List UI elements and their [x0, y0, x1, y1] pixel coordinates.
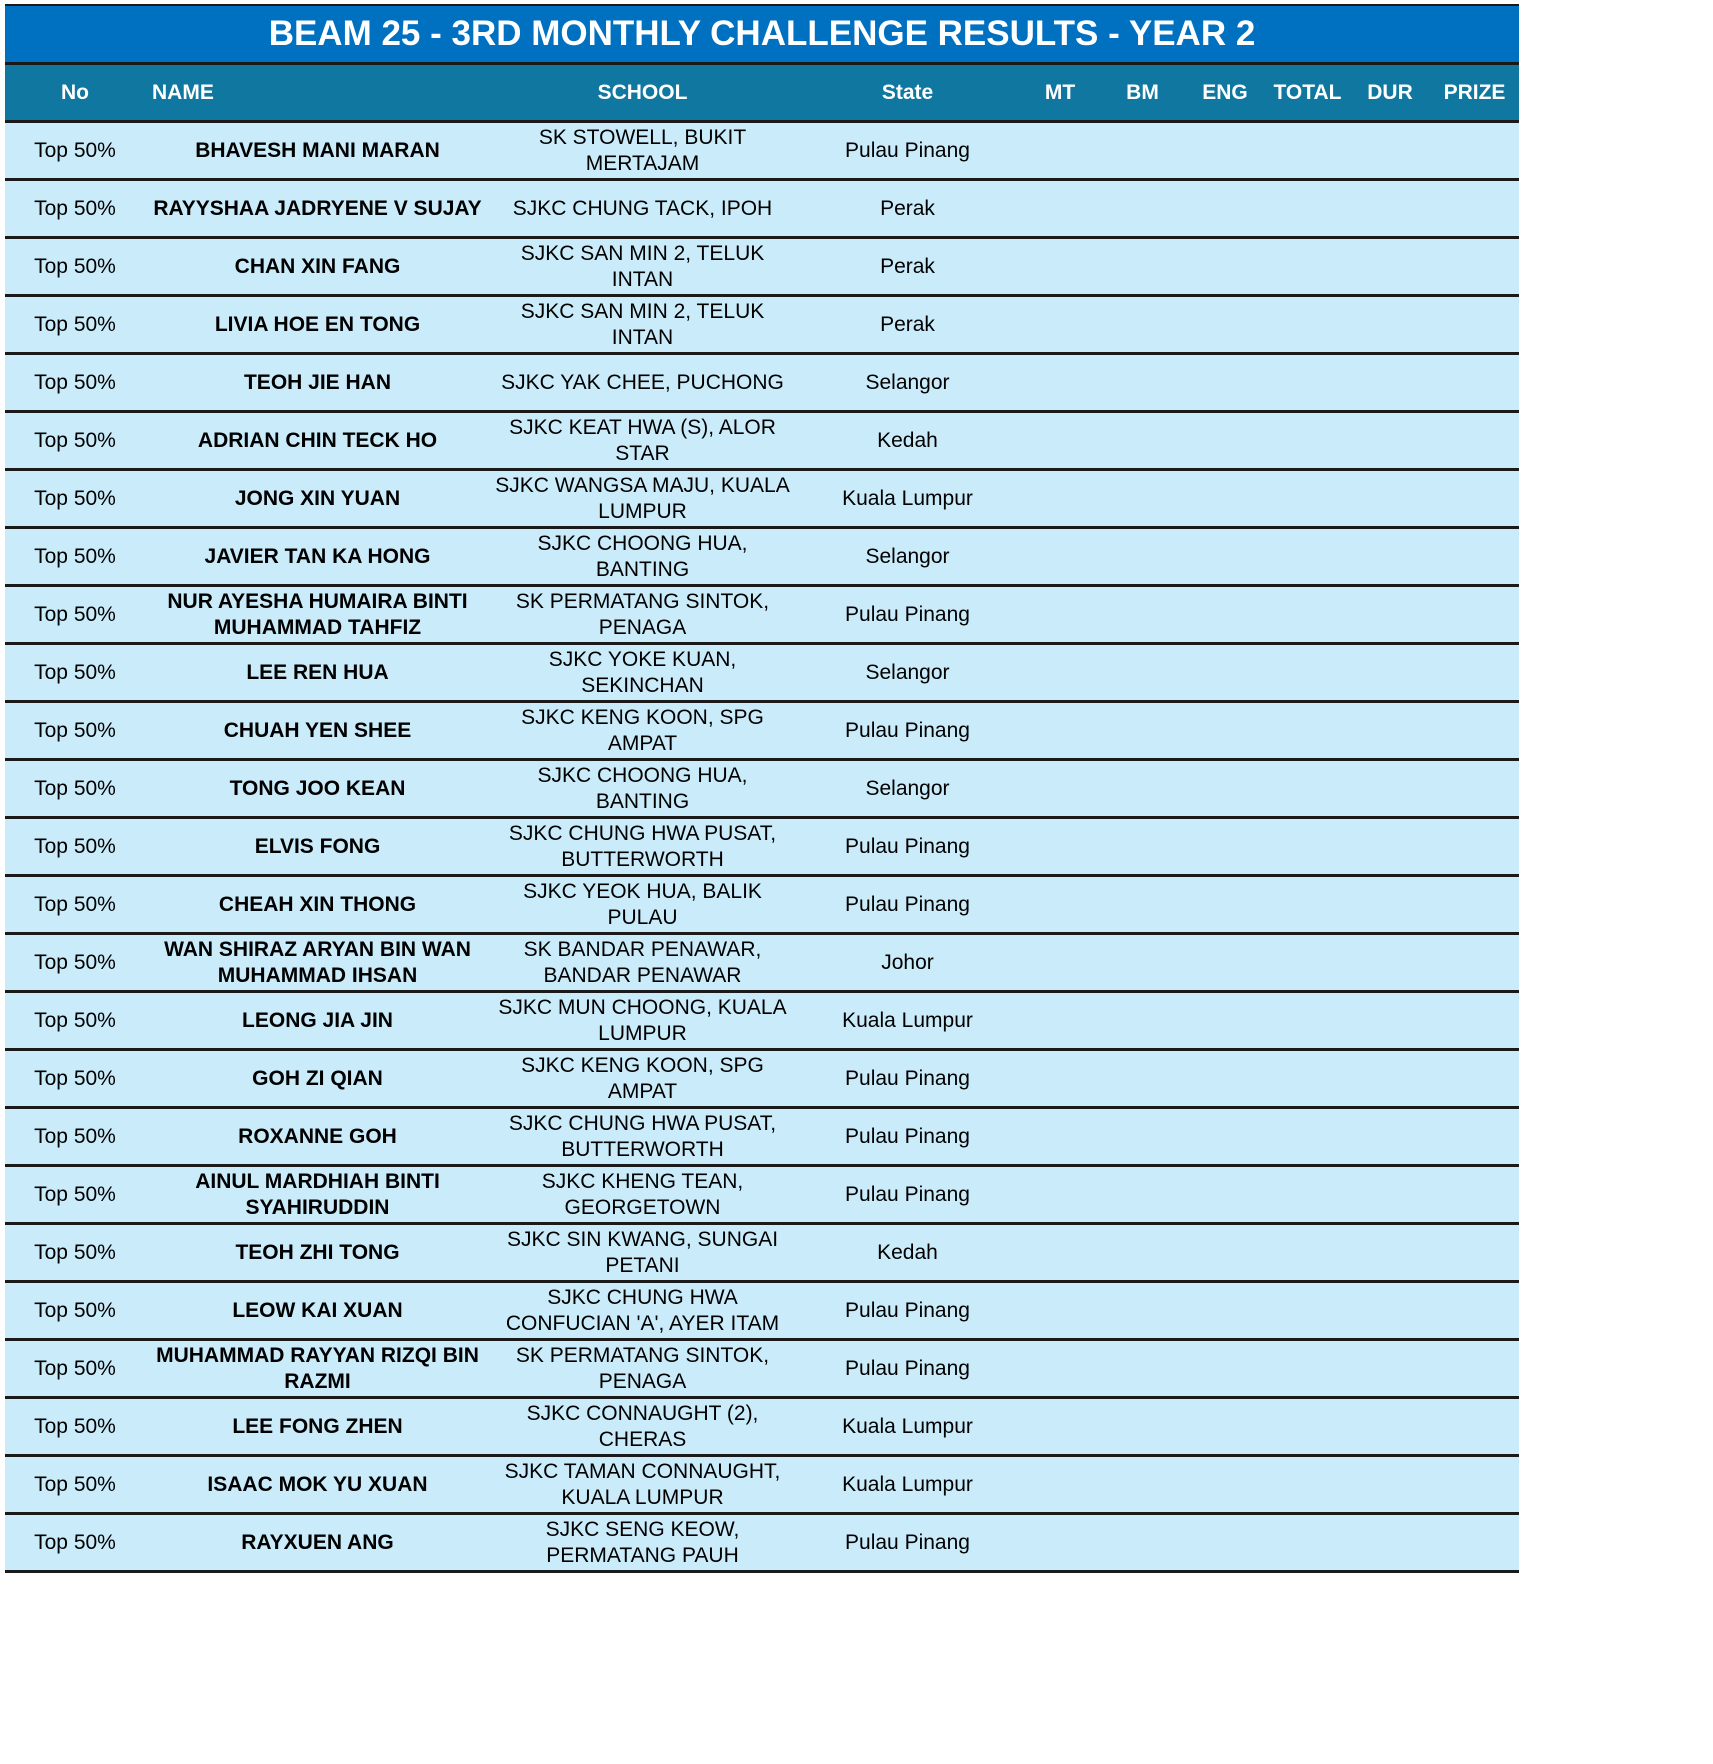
table-row — [5, 993, 1519, 1051]
cell-bm — [1100, 471, 1185, 526]
cell-bm — [1100, 1515, 1185, 1570]
cell-total — [1265, 587, 1350, 642]
cell-name: RAYXUEN ANG — [241, 1530, 394, 1554]
cell-prize — [1430, 877, 1519, 932]
cell-eng — [1185, 1399, 1265, 1454]
cell-name: ELVIS FONG — [254, 834, 381, 858]
cell-mt — [1020, 761, 1100, 816]
table-row — [5, 703, 1519, 761]
cell-school: SJKC YOKE KUAN, SEKINCHAN — [548, 647, 737, 697]
cell-eng — [1185, 993, 1265, 1048]
cell-mt — [1020, 935, 1100, 990]
cell-mt — [1020, 471, 1100, 526]
column-header-state: State — [881, 80, 934, 104]
cell-school: SJKC KENG KOON, SPG AMPAT — [521, 705, 764, 755]
cell-bm — [1100, 297, 1185, 352]
cell-mt — [1020, 123, 1100, 178]
column-header-eng: ENG — [1202, 80, 1248, 104]
cell-bm — [1100, 1167, 1185, 1222]
cell-dur — [1350, 1399, 1430, 1454]
table-row — [5, 1341, 1519, 1399]
cell-mt — [1020, 297, 1100, 352]
cell-name: WAN SHIRAZ ARYAN BIN WAN MUHAMMAD IHSAN — [164, 937, 471, 987]
cell-bm — [1100, 993, 1185, 1048]
cell-prize — [1430, 1283, 1519, 1338]
cell-school: SJKC TAMAN CONNAUGHT, KUALA LUMPUR — [504, 1459, 781, 1509]
table-row — [5, 645, 1519, 703]
cell-state: Kuala Lumpur — [842, 1008, 973, 1032]
cell-mt — [1020, 993, 1100, 1048]
cell-name: JONG XIN YUAN — [234, 486, 401, 510]
cell-state: Perak — [880, 312, 935, 336]
cell-state: Pulau Pinang — [845, 718, 970, 742]
cell-eng — [1185, 1283, 1265, 1338]
table-row — [5, 1399, 1519, 1457]
cell-no: Top 50% — [34, 1008, 116, 1032]
cell-state: Johor — [881, 950, 934, 974]
cell-prize — [1430, 123, 1519, 178]
cell-eng — [1185, 413, 1265, 468]
cell-mt — [1020, 703, 1100, 758]
column-header-total: TOTAL — [1273, 80, 1342, 104]
cell-name: TONG JOO KEAN — [229, 776, 406, 800]
cell-total — [1265, 645, 1350, 700]
cell-prize — [1430, 819, 1519, 874]
cell-dur — [1350, 1051, 1430, 1106]
cell-name: NUR AYESHA HUMAIRA BINTI MUHAMMAD TAHFIZ — [167, 589, 468, 639]
cell-state: Pulau Pinang — [845, 1356, 970, 1380]
cell-no: Top 50% — [34, 486, 116, 510]
cell-no: Top 50% — [34, 718, 116, 742]
cell-name: CHUAH YEN SHEE — [223, 718, 412, 742]
cell-dur — [1350, 703, 1430, 758]
cell-prize — [1430, 1225, 1519, 1280]
cell-total — [1265, 1109, 1350, 1164]
cell-state: Kuala Lumpur — [842, 1472, 973, 1496]
cell-bm — [1100, 239, 1185, 294]
cell-total — [1265, 935, 1350, 990]
cell-dur — [1350, 1109, 1430, 1164]
cell-dur — [1350, 819, 1430, 874]
cell-school: SJKC YAK CHEE, PUCHONG — [501, 370, 784, 394]
cell-total — [1265, 761, 1350, 816]
cell-state: Kuala Lumpur — [842, 486, 973, 510]
cell-total — [1265, 703, 1350, 758]
cell-dur — [1350, 993, 1430, 1048]
cell-no: Top 50% — [34, 1356, 116, 1380]
cell-bm — [1100, 1283, 1185, 1338]
cell-eng — [1185, 181, 1265, 236]
column-header-name: NAME — [152, 80, 214, 104]
cell-prize — [1430, 1399, 1519, 1454]
cell-prize — [1430, 529, 1519, 584]
cell-state: Pulau Pinang — [845, 1182, 970, 1206]
table-row — [5, 1109, 1519, 1167]
table-row — [5, 297, 1519, 355]
table-row — [5, 1457, 1519, 1515]
cell-no: Top 50% — [34, 602, 116, 626]
cell-dur — [1350, 239, 1430, 294]
cell-name: GOH ZI QIAN — [252, 1066, 383, 1090]
cell-dur — [1350, 123, 1430, 178]
cell-dur — [1350, 877, 1430, 932]
cell-mt — [1020, 1109, 1100, 1164]
column-header-dur: DUR — [1367, 80, 1413, 104]
cell-school: SJKC CHOONG HUA, BANTING — [537, 531, 748, 581]
cell-school: SJKC CHOONG HUA, BANTING — [537, 763, 748, 813]
cell-bm — [1100, 1399, 1185, 1454]
cell-state: Pulau Pinang — [845, 138, 970, 162]
table-row — [5, 819, 1519, 877]
cell-eng — [1185, 703, 1265, 758]
cell-school: SK BANDAR PENAWAR, BANDAR PENAWAR — [523, 937, 762, 987]
cell-dur — [1350, 529, 1430, 584]
cell-school: SJKC WANGSA MAJU, KUALA LUMPUR — [495, 473, 790, 523]
cell-total — [1265, 1051, 1350, 1106]
cell-name: ROXANNE GOH — [238, 1124, 397, 1148]
cell-state: Perak — [880, 196, 935, 220]
cell-state: Pulau Pinang — [845, 1066, 970, 1090]
cell-bm — [1100, 645, 1185, 700]
cell-prize — [1430, 181, 1519, 236]
cell-total — [1265, 1341, 1350, 1396]
cell-prize — [1430, 645, 1519, 700]
table-row — [5, 529, 1519, 587]
cell-school: SJKC SIN KWANG, SUNGAI PETANI — [506, 1227, 779, 1277]
cell-total — [1265, 1515, 1350, 1570]
cell-bm — [1100, 181, 1185, 236]
cell-name: LEE FONG ZHEN — [232, 1414, 403, 1438]
cell-mt — [1020, 587, 1100, 642]
cell-name: ADRIAN CHIN TECK HO — [197, 428, 438, 452]
cell-state: Selangor — [865, 660, 950, 684]
cell-prize — [1430, 239, 1519, 294]
cell-eng — [1185, 1515, 1265, 1570]
cell-total — [1265, 529, 1350, 584]
cell-school: SJKC YEOK HUA, BALIK PULAU — [523, 879, 762, 929]
table-row — [5, 877, 1519, 935]
cell-no: Top 50% — [34, 776, 116, 800]
cell-total — [1265, 413, 1350, 468]
cell-dur — [1350, 413, 1430, 468]
table-row — [5, 413, 1519, 471]
column-header-no: No — [61, 80, 89, 104]
cell-eng — [1185, 1051, 1265, 1106]
cell-mt — [1020, 1051, 1100, 1106]
cell-prize — [1430, 587, 1519, 642]
cell-state: Kedah — [877, 1240, 938, 1264]
cell-mt — [1020, 1341, 1100, 1396]
cell-school: SK PERMATANG SINTOK, PENAGA — [515, 589, 770, 639]
table-row — [5, 761, 1519, 819]
cell-bm — [1100, 355, 1185, 410]
cell-eng — [1185, 355, 1265, 410]
cell-prize — [1430, 1515, 1519, 1570]
table-row — [5, 355, 1519, 413]
cell-eng — [1185, 1341, 1265, 1396]
cell-state: Selangor — [865, 544, 950, 568]
cell-name: AINUL MARDHIAH BINTI SYAHIRUDDIN — [195, 1169, 440, 1219]
cell-school: SJKC KEAT HWA (S), ALOR STAR — [509, 415, 776, 465]
cell-school: SJKC CHUNG HWA PUSAT, BUTTERWORTH — [508, 1111, 777, 1161]
cell-school: SJKC MUN CHOONG, KUALA LUMPUR — [498, 995, 787, 1045]
cell-no: Top 50% — [34, 312, 116, 336]
cell-state: Pulau Pinang — [845, 834, 970, 858]
cell-mt — [1020, 355, 1100, 410]
cell-school: SJKC SAN MIN 2, TELUK INTAN — [520, 299, 765, 349]
table-row — [5, 1051, 1519, 1109]
cell-name: LIVIA HOE EN TONG — [214, 312, 421, 336]
cell-state: Perak — [880, 254, 935, 278]
column-header-prize: PRIZE — [1443, 80, 1506, 104]
cell-name: BHAVESH MANI MARAN — [195, 138, 440, 162]
cell-bm — [1100, 529, 1185, 584]
cell-bm — [1100, 877, 1185, 932]
table-row — [5, 1515, 1519, 1573]
cell-no: Top 50% — [34, 138, 116, 162]
table-row — [5, 1225, 1519, 1283]
cell-mt — [1020, 1167, 1100, 1222]
cell-total — [1265, 1167, 1350, 1222]
cell-dur — [1350, 935, 1430, 990]
cell-eng — [1185, 1167, 1265, 1222]
cell-name: ISAAC MOK YU XUAN — [207, 1472, 428, 1496]
cell-name: TEOH JIE HAN — [243, 370, 392, 394]
cell-dur — [1350, 297, 1430, 352]
cell-mt — [1020, 413, 1100, 468]
cell-dur — [1350, 1515, 1430, 1570]
cell-prize — [1430, 1341, 1519, 1396]
cell-dur — [1350, 1341, 1430, 1396]
cell-no: Top 50% — [34, 660, 116, 684]
cell-school: SJKC KHENG TEAN, GEORGETOWN — [541, 1169, 744, 1219]
cell-dur — [1350, 471, 1430, 526]
cell-mt — [1020, 1283, 1100, 1338]
cell-eng — [1185, 239, 1265, 294]
table-row — [5, 587, 1519, 645]
cell-state: Kedah — [877, 428, 938, 452]
cell-mt — [1020, 1515, 1100, 1570]
cell-mt — [1020, 529, 1100, 584]
cell-name: RAYYSHAA JADRYENE V SUJAY — [153, 196, 482, 220]
cell-mt — [1020, 877, 1100, 932]
column-header-bm: BM — [1126, 80, 1159, 104]
cell-no: Top 50% — [34, 1298, 116, 1322]
cell-bm — [1100, 1457, 1185, 1512]
cell-no: Top 50% — [34, 1124, 116, 1148]
cell-name: LEOW KAI XUAN — [232, 1298, 403, 1322]
cell-bm — [1100, 703, 1185, 758]
cell-mt — [1020, 1399, 1100, 1454]
cell-state: Pulau Pinang — [845, 892, 970, 916]
results-table — [5, 4, 1519, 1573]
cell-school: SJKC CHUNG TACK, IPOH — [512, 196, 773, 220]
cell-state: Selangor — [865, 776, 950, 800]
cell-total — [1265, 239, 1350, 294]
cell-eng — [1185, 1225, 1265, 1280]
cell-prize — [1430, 1457, 1519, 1512]
cell-total — [1265, 1283, 1350, 1338]
cell-bm — [1100, 761, 1185, 816]
cell-bm — [1100, 1225, 1185, 1280]
cell-no: Top 50% — [34, 428, 116, 452]
cell-name: LEONG JIA JIN — [242, 1008, 393, 1032]
cell-school: SJKC SENG KEOW, PERMATANG PAUH — [545, 1517, 740, 1567]
table-body — [5, 123, 1519, 1573]
cell-name: TEOH ZHI TONG — [235, 1240, 400, 1264]
cell-bm — [1100, 935, 1185, 990]
cell-prize — [1430, 935, 1519, 990]
table-row — [5, 1283, 1519, 1341]
cell-eng — [1185, 529, 1265, 584]
cell-prize — [1430, 1167, 1519, 1222]
table-row — [5, 181, 1519, 239]
cell-school: SJKC CONNAUGHT (2), CHERAS — [526, 1401, 759, 1451]
cell-no: Top 50% — [34, 1472, 116, 1496]
cell-bm — [1100, 819, 1185, 874]
cell-no: Top 50% — [34, 1240, 116, 1264]
cell-prize — [1430, 471, 1519, 526]
cell-state: Pulau Pinang — [845, 602, 970, 626]
cell-bm — [1100, 1051, 1185, 1106]
cell-dur — [1350, 181, 1430, 236]
cell-state: Selangor — [865, 370, 950, 394]
table-row — [5, 239, 1519, 297]
cell-state: Pulau Pinang — [845, 1530, 970, 1554]
cell-mt — [1020, 239, 1100, 294]
cell-no: Top 50% — [34, 1066, 116, 1090]
cell-no: Top 50% — [34, 892, 116, 916]
cell-dur — [1350, 1283, 1430, 1338]
cell-no: Top 50% — [34, 196, 116, 220]
cell-total — [1265, 877, 1350, 932]
cell-state: Pulau Pinang — [845, 1298, 970, 1322]
cell-prize — [1430, 413, 1519, 468]
cell-eng — [1185, 761, 1265, 816]
cell-eng — [1185, 877, 1265, 932]
cell-dur — [1350, 1167, 1430, 1222]
cell-no: Top 50% — [34, 544, 116, 568]
cell-name: CHEAH XIN THONG — [218, 892, 417, 916]
cell-no: Top 50% — [34, 1530, 116, 1554]
cell-eng — [1185, 123, 1265, 178]
cell-bm — [1100, 587, 1185, 642]
cell-prize — [1430, 761, 1519, 816]
cell-mt — [1020, 1457, 1100, 1512]
cell-total — [1265, 355, 1350, 410]
cell-total — [1265, 123, 1350, 178]
cell-school: SJKC KENG KOON, SPG AMPAT — [521, 1053, 764, 1103]
column-header-mt: MT — [1044, 80, 1076, 104]
cell-mt — [1020, 645, 1100, 700]
cell-eng — [1185, 819, 1265, 874]
cell-prize — [1430, 1109, 1519, 1164]
cell-prize — [1430, 355, 1519, 410]
cell-prize — [1430, 297, 1519, 352]
cell-no: Top 50% — [34, 1182, 116, 1206]
cell-no: Top 50% — [34, 254, 116, 278]
cell-no: Top 50% — [34, 1414, 116, 1438]
cell-total — [1265, 819, 1350, 874]
cell-no: Top 50% — [34, 834, 116, 858]
cell-dur — [1350, 761, 1430, 816]
cell-prize — [1430, 1051, 1519, 1106]
cell-eng — [1185, 471, 1265, 526]
table-row — [5, 471, 1519, 529]
cell-dur — [1350, 587, 1430, 642]
cell-school: SJKC CHUNG HWA PUSAT, BUTTERWORTH — [508, 821, 777, 871]
cell-school: SK PERMATANG SINTOK, PENAGA — [515, 1343, 770, 1393]
cell-total — [1265, 1399, 1350, 1454]
table-row — [5, 1167, 1519, 1225]
cell-eng — [1185, 935, 1265, 990]
cell-name: CHAN XIN FANG — [234, 254, 401, 278]
cell-prize — [1430, 703, 1519, 758]
cell-mt — [1020, 181, 1100, 236]
cell-total — [1265, 181, 1350, 236]
cell-bm — [1100, 123, 1185, 178]
cell-total — [1265, 993, 1350, 1048]
column-header-school: SCHOOL — [597, 80, 688, 104]
cell-total — [1265, 471, 1350, 526]
cell-eng — [1185, 1109, 1265, 1164]
cell-bm — [1100, 413, 1185, 468]
cell-name: MUHAMMAD RAYYAN RIZQI BIN RAZMI — [156, 1343, 479, 1393]
cell-prize — [1430, 993, 1519, 1048]
cell-name: JAVIER TAN KA HONG — [204, 544, 431, 568]
cell-bm — [1100, 1109, 1185, 1164]
cell-school: SJKC CHUNG HWA CONFUCIAN 'A', AYER ITAM — [505, 1285, 780, 1335]
cell-mt — [1020, 819, 1100, 874]
cell-name: LEE REN HUA — [246, 660, 389, 684]
header-row — [5, 65, 1519, 123]
cell-eng — [1185, 1457, 1265, 1512]
table-row — [5, 123, 1519, 181]
cell-eng — [1185, 645, 1265, 700]
cell-school: SK STOWELL, BUKIT MERTAJAM — [538, 125, 747, 175]
cell-total — [1265, 297, 1350, 352]
cell-total — [1265, 1225, 1350, 1280]
cell-state: Pulau Pinang — [845, 1124, 970, 1148]
cell-dur — [1350, 355, 1430, 410]
cell-no: Top 50% — [34, 950, 116, 974]
cell-bm — [1100, 1341, 1185, 1396]
cell-eng — [1185, 297, 1265, 352]
cell-no: Top 50% — [34, 370, 116, 394]
table-title: BEAM 25 - 3RD MONTHLY CHALLENGE RESULTS - YEAR 2 — [5, 4, 1519, 65]
cell-dur — [1350, 1225, 1430, 1280]
cell-mt — [1020, 1225, 1100, 1280]
cell-total — [1265, 1457, 1350, 1512]
cell-state: Kuala Lumpur — [842, 1414, 973, 1438]
cell-school: SJKC SAN MIN 2, TELUK INTAN — [520, 241, 765, 291]
table-row — [5, 935, 1519, 993]
cell-dur — [1350, 645, 1430, 700]
cell-eng — [1185, 587, 1265, 642]
cell-dur — [1350, 1457, 1430, 1512]
